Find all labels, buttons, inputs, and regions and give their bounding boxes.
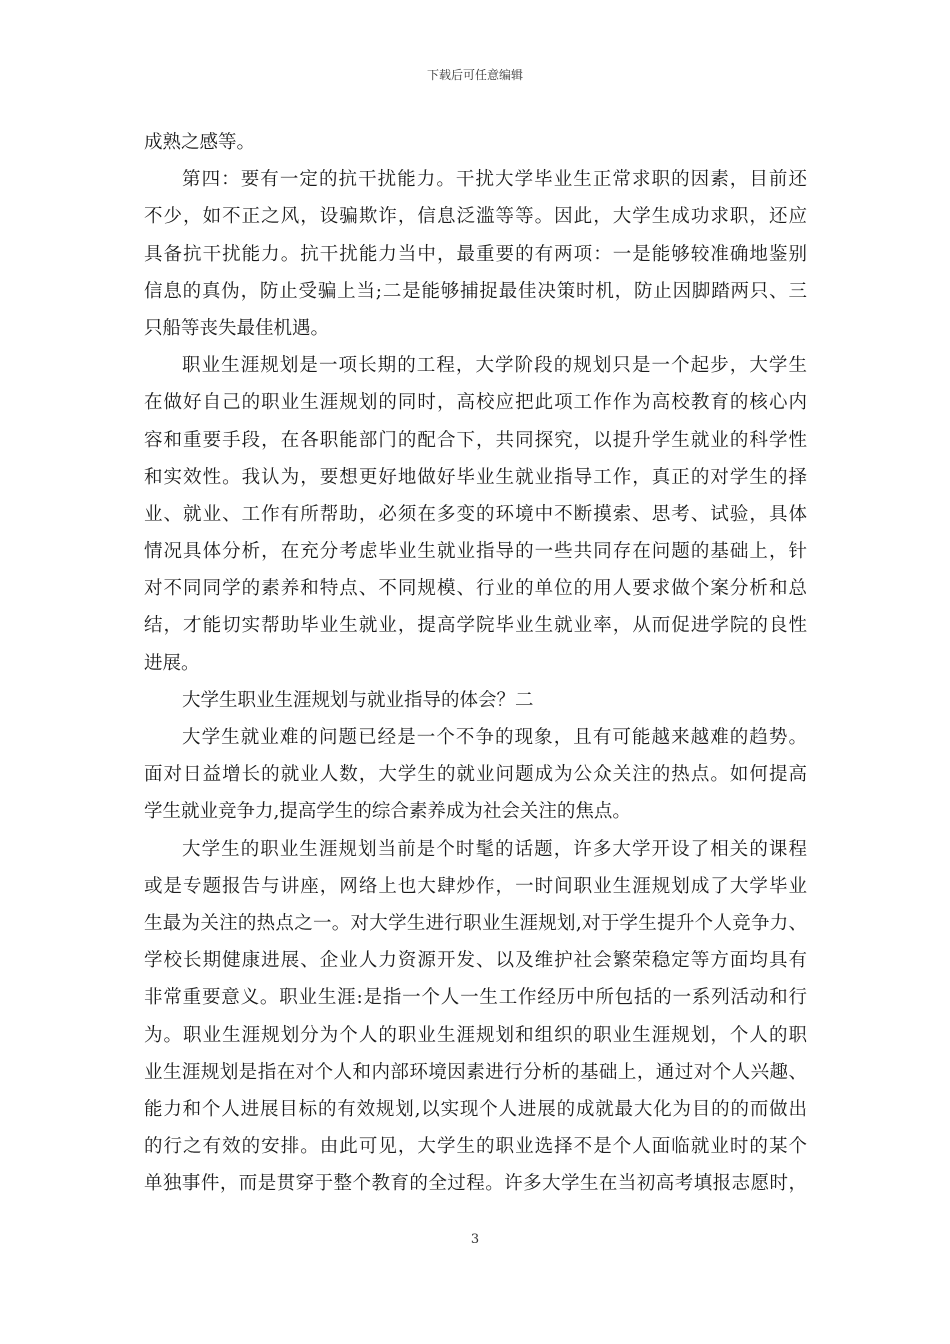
text-line: 面对日益增长的就业人数，大学生的就业问题成为公众关注的热点。如何提高 (144, 764, 807, 786)
text-line: 成熟之感等。 (144, 132, 256, 153)
text-line: 进展。 (144, 652, 200, 674)
text-line: 容和重要手段，在各职能部门的配合下，共同探究，以提升学生就业的科学性 (144, 429, 807, 451)
text-line: 在做好自己的职业生涯规划的同时，高校应把此项工作作为高校教育的核心内 (144, 392, 807, 414)
text-line: 第四：要有一定的抗干扰能力。干扰大学毕业生正常求职的因素，目前还 (182, 169, 807, 191)
text-line: 信息的真伪，防止受骗上当;二是能够捕捉最佳决策时机，防止因脚踏两只、三 (144, 280, 807, 302)
text-line: 大学生的职业生涯规划当前是个时髦的话题，许多大学开设了相关的课程 (182, 838, 807, 860)
text-line: 大学生就业难的问题已经是一个不争的现象，且有可能越来越难的趋势。 (182, 727, 807, 748)
text-line: 只船等丧失最佳机遇。 (144, 317, 330, 339)
text-line: 不少，如不正之风，设骗欺诈，信息泛滥等等。因此，大学生成功求职，还应 (144, 206, 807, 228)
page-number: 3 (470, 1232, 480, 1247)
text-line: 单独事件，而是贯穿于整个教育的全过程。许多大学生在当初高考填报志愿时， (144, 1173, 807, 1195)
text-line: 大学生职业生涯规划与就业指导的体会？二 (182, 689, 534, 711)
document-body (144, 124, 807, 1202)
text-line: 情况具体分析，在充分考虑毕业生就业指导的一些共同存在问题的基础上，针 (144, 541, 807, 563)
text-line: 的行之有效的安排。由此可见，大学生的职业选择不是个人面临就业时的某个 (144, 1136, 807, 1158)
text-line: 学生就业竞争力,提高学生的综合素养成为社会关注的焦点。 (144, 801, 631, 823)
text-line: 对不同同学的素养和特点、不同规模、行业的单位的用人要求做个案分析和总 (144, 578, 807, 600)
text-line: 业生涯规划是指在对个人和内部环境因素进行分析的基础上，通过对个人兴趣、 (144, 1061, 807, 1083)
text-line: 业、就业、工作有所帮助，必须在多变的环境中不断摸索、思考、试验，具体 (144, 503, 807, 525)
text-line: 生最为关注的热点之一。对大学生进行职业生涯规划,对于学生提升个人竞争力、 (144, 912, 807, 934)
text-line: 为。职业生涯规划分为个人的职业生涯规划和组织的职业生涯规划，个人的职 (144, 1024, 807, 1046)
text-line: 或是专题报告与讲座，网络上也大肆炒作，一时间职业生涯规划成了大学毕业 (144, 875, 807, 897)
text-line: 和实效性。我认为，要想更好地做好毕业生就业指导工作，真正的对学生的择 (144, 466, 807, 488)
text-line: 非常重要意义。职业生涯:是指一个人一生工作经历中所包括的一系列活动和行 (144, 987, 807, 1009)
text-line: 学校长期健康进展、企业人力资源开发、以及维护社会繁荣稳定等方面均具有 (144, 950, 807, 972)
text-line: 能力和个人进展目标的有效规划,以实现个人进展的成就最大化为目的的而做出 (144, 1098, 807, 1120)
page-header: 下载后可任意编辑 (426, 68, 523, 82)
text-line: 具备抗干扰能力。抗干扰能力当中，最重要的有两项：一是能够较准确地鉴别 (144, 243, 807, 265)
text-line: 职业生涯规划是一项长期的工程，大学阶段的规划只是一个起步，大学生 (182, 355, 807, 377)
text-line: 结，才能切实帮助毕业生就业，提高学院毕业生就业率，从而促进学院的良性 (144, 615, 807, 637)
